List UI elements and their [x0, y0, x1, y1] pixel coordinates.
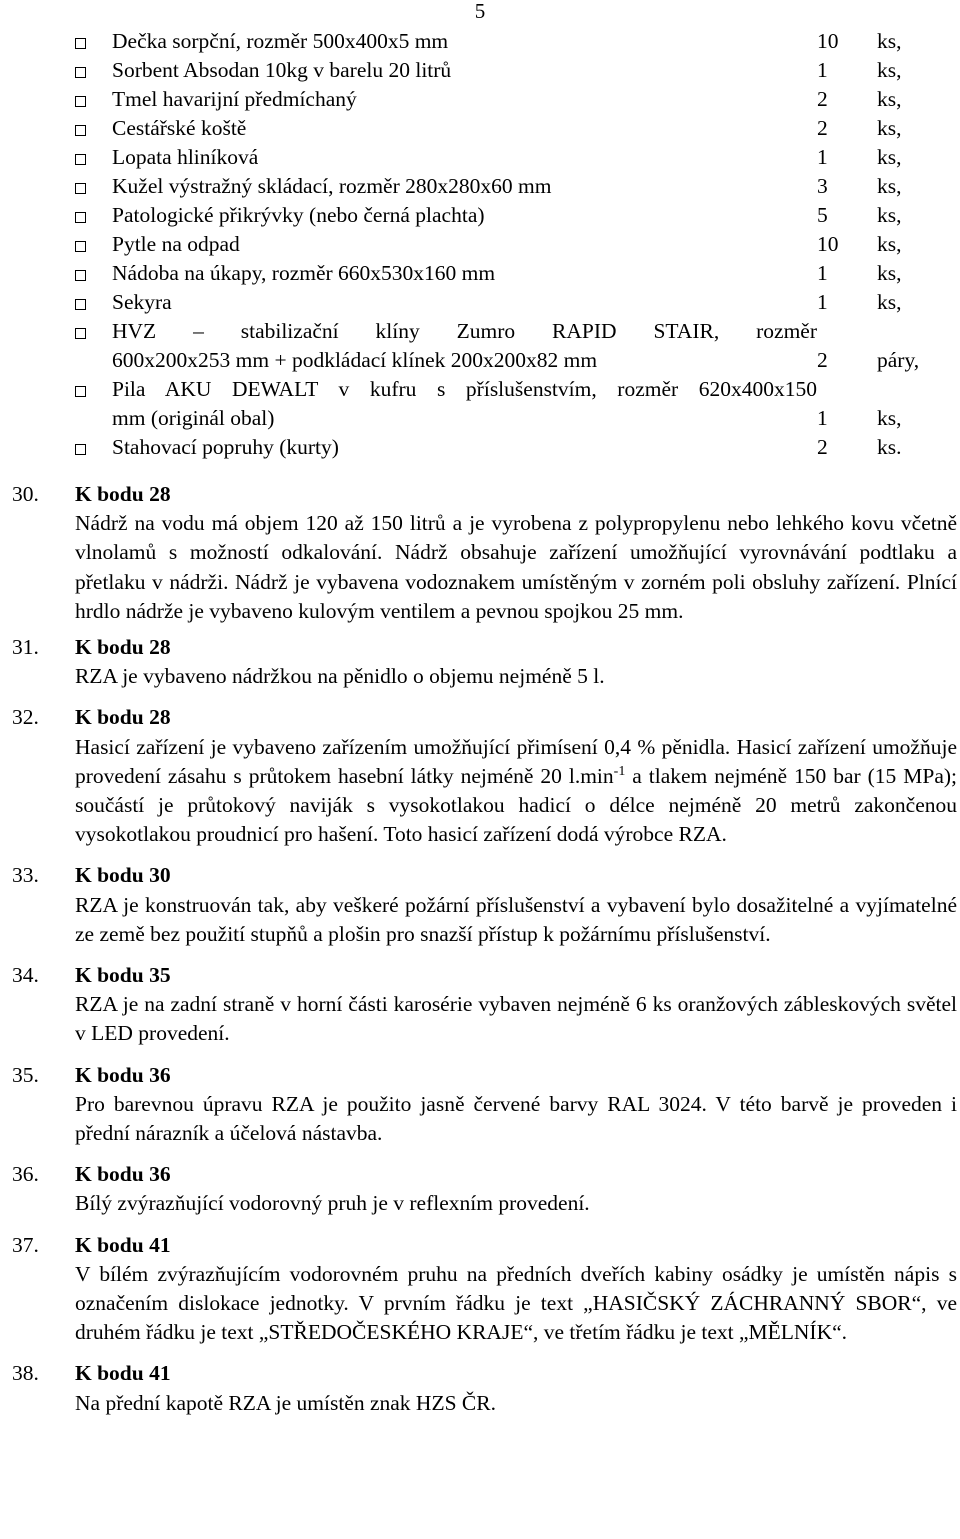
- list-item: [75, 288, 955, 317]
- item-quantity: 2: [817, 116, 828, 140]
- section-number: 30.: [12, 482, 39, 506]
- item-quantity: 1: [817, 290, 828, 314]
- item-unit: ks,: [877, 87, 902, 111]
- section-36: [12, 1160, 957, 1218]
- item-name-line: 600x200x253 mm + podkládací klínek 200x200x82 mm: [112, 348, 598, 372]
- superscript: -1: [613, 763, 626, 779]
- item-name-line: HVZ – stabilizační klíny Zumro RAPID STAIR, rozměr: [112, 319, 817, 343]
- section-number: 31.: [12, 635, 39, 660]
- section-number: 36.: [12, 1162, 39, 1187]
- section-heading: K bodu 28: [75, 705, 171, 730]
- item-name: [112, 317, 817, 375]
- section-text: Na přední kapotě RZA je umístěn znak HZS ČR.: [75, 1390, 496, 1415]
- section-body: [75, 480, 957, 626]
- item-quantity: 3: [817, 174, 828, 198]
- item-unit: ks,: [877, 58, 902, 82]
- checkbox-bullet-icon: [75, 444, 86, 455]
- section-text-part: Hasicí zařízení je vybaveno zařízením umožňující přimísení 0,4 % pěnidla. Hasicí zařízení umožňuje provedení zásahu s průtokem hasební látky nejméně 20 l.min: [75, 734, 957, 788]
- page-number: 5: [474, 0, 486, 23]
- item-quantity-value: 1: [817, 406, 828, 430]
- item-unit-value: páry,: [877, 348, 920, 372]
- item-name: Stahovací popruhy (kurty): [112, 435, 339, 459]
- section-body: [75, 861, 957, 949]
- checkbox-bullet-icon: [75, 241, 86, 252]
- equipment-list: [75, 27, 955, 462]
- item-unit-value: ks,: [877, 406, 902, 430]
- section-text: Nádrž na vodu má objem 120 až 150 litrů a je vyrobena z polypropylenu nebo lehkého kovu včetně vlnolamů s možností odkalování. Nádrž obsahuje zařízení umožňující vyrovnávání podtlaku a přetlaku v nádrži. Nádrž je vybavena vodoznakem umístěným v zorném poli obsluhy zařízení. Plnící hrdlo nádrže je vybaveno kulovým ventilem a pevnou spojkou 25 mm.: [75, 511, 957, 623]
- section-number: 32.: [12, 705, 39, 730]
- item-unit: ks,: [877, 261, 902, 285]
- list-item: [75, 56, 955, 85]
- item-quantity: 1: [817, 58, 828, 82]
- section-30: [12, 480, 957, 626]
- section-32: [12, 703, 957, 849]
- item-quantity: 2: [817, 87, 828, 111]
- item-name: Tmel havarijní předmíchaný: [112, 87, 357, 111]
- item-name: Lopata hliníková: [112, 145, 259, 169]
- section-body: [75, 1061, 957, 1149]
- item-unit: ks,: [877, 29, 902, 53]
- list-item: [75, 375, 955, 433]
- list-item: [75, 317, 955, 375]
- section-body: [75, 961, 957, 1049]
- list-item: [75, 259, 955, 288]
- section-body: [75, 1160, 957, 1218]
- section-text: [75, 733, 957, 850]
- section-text: RZA je na zadní straně v horní části karosérie vybaven nejméně 6 ks oranžových zábleskových světel v LED provedení.: [75, 992, 957, 1046]
- section-heading: K bodu 36: [75, 1162, 171, 1187]
- section-text-part: a tlakem nejméně 150 bar (15 MPa); součástí je průtokový naviják s vysokotlakou hadicí o délce nejméně 20 metrů zakončenou vysokotlakou proudnicí pro hašení. Toto hasicí zařízení dodá výrobce RZA.: [75, 763, 957, 847]
- checkbox-bullet-icon: [75, 38, 86, 49]
- section-body: [75, 1359, 957, 1417]
- section-text: RZA je vybaveno nádržkou na pěnidlo o objemu nejméně 5 l.: [75, 664, 605, 689]
- item-quantity: [817, 375, 877, 433]
- item-quantity: 1: [817, 261, 828, 285]
- section-34: [12, 961, 957, 1049]
- list-item: [75, 230, 955, 259]
- section-text: Pro barevnou úpravu RZA je použito jasně červené barvy RAL 3024. V této barvě je proveden i přední nárazník a účelová nástavba.: [75, 1091, 957, 1146]
- list-item: [75, 433, 955, 462]
- section-38: [12, 1359, 957, 1417]
- section-text: V bílém zvýrazňujícím vodorovném pruhu na předních dveřích kabiny osádky je umístěn nápis s označením dislokace jednotky. V prvním řádku je text „HASIČSKÝ ZÁCHRANNÝ SBOR“, ve druhém řádku je text „STŘEDOČESKÉHO KRAJE“, ve třetím řádku je text „MĚLNÍK“.: [75, 1261, 957, 1345]
- section-number: 33.: [12, 863, 39, 888]
- item-unit: ks.: [877, 435, 902, 459]
- item-name: Sorbent Absodan 10kg v barelu 20 litrů: [112, 58, 452, 82]
- section-heading: K bodu 41: [75, 1232, 171, 1257]
- section-heading: K bodu 28: [75, 482, 171, 506]
- checkbox-bullet-icon: [75, 328, 86, 339]
- item-unit: [877, 317, 955, 375]
- list-item: [75, 172, 955, 201]
- item-quantity: [817, 317, 877, 375]
- list-item: [75, 143, 955, 172]
- checkbox-bullet-icon: [75, 67, 86, 78]
- section-heading: K bodu 36: [75, 1062, 171, 1087]
- section-33: [12, 861, 957, 949]
- section-text: Bílý zvýrazňující vodorovný pruh je v reflexním provedení.: [75, 1191, 590, 1216]
- section-body: [75, 1231, 957, 1348]
- item-quantity: 1: [817, 145, 828, 169]
- section-number: 34.: [12, 963, 39, 988]
- item-name-line: mm (originál obal): [112, 406, 275, 430]
- item-unit: ks,: [877, 232, 902, 256]
- section-heading: K bodu 35: [75, 963, 171, 988]
- section-35: [12, 1061, 957, 1149]
- section-31: [12, 633, 957, 691]
- item-quantity: 10: [817, 29, 839, 53]
- checkbox-bullet-icon: [75, 154, 86, 165]
- item-name: [112, 375, 817, 433]
- section-text: RZA je konstruován tak, aby veškeré požární příslušenství a vybavení bylo dosažitelné a vyjímatelné ze země bez použití stupňů a plošin pro snazší přístup k požárnímu příslušenství.: [75, 892, 957, 946]
- list-item: [75, 27, 955, 56]
- checkbox-bullet-icon: [75, 299, 86, 310]
- section-37: [12, 1231, 957, 1348]
- section-body: [75, 703, 957, 849]
- checkbox-bullet-icon: [75, 183, 86, 194]
- item-name: Nádoba na úkapy, rozměr 660x530x160 mm: [112, 261, 496, 285]
- item-unit: ks,: [877, 145, 902, 169]
- section-heading: K bodu 41: [75, 1361, 171, 1386]
- item-name: Patologické přikrývky (nebo černá plachta): [112, 203, 485, 227]
- item-unit: ks,: [877, 116, 902, 140]
- item-quantity: 10: [817, 232, 839, 256]
- list-item: [75, 85, 955, 114]
- section-number: 37.: [12, 1232, 39, 1257]
- section-number: 38.: [12, 1361, 39, 1386]
- item-quantity: 2: [817, 435, 828, 459]
- checkbox-bullet-icon: [75, 96, 86, 107]
- numbered-sections: [12, 480, 957, 1418]
- item-quantity-value: 2: [817, 348, 828, 372]
- checkbox-bullet-icon: [75, 125, 86, 136]
- section-heading: K bodu 30: [75, 863, 171, 888]
- section-body: [75, 633, 957, 691]
- item-name: Sekyra: [112, 290, 172, 314]
- item-unit: ks,: [877, 203, 902, 227]
- section-heading: K bodu 28: [75, 635, 171, 660]
- checkbox-bullet-icon: [75, 270, 86, 281]
- item-unit: ks,: [877, 290, 902, 314]
- item-quantity: 5: [817, 203, 828, 227]
- item-unit: ks,: [877, 174, 902, 198]
- section-number: 35.: [12, 1062, 39, 1087]
- checkbox-bullet-icon: [75, 386, 86, 397]
- list-item: [75, 201, 955, 230]
- item-name-line: Pila AKU DEWALT v kufru s příslušenstvím, rozměr 620x400x150: [112, 377, 817, 401]
- checkbox-bullet-icon: [75, 212, 86, 223]
- item-name: Dečka sorpční, rozměr 500x400x5 mm: [112, 29, 449, 53]
- item-unit: [877, 375, 955, 433]
- item-name: Cestářské koště: [112, 116, 247, 140]
- item-name: Kužel výstražný skládací, rozměr 280x280x60 mm: [112, 174, 552, 198]
- item-name: Pytle na odpad: [112, 232, 240, 256]
- list-item: [75, 114, 955, 143]
